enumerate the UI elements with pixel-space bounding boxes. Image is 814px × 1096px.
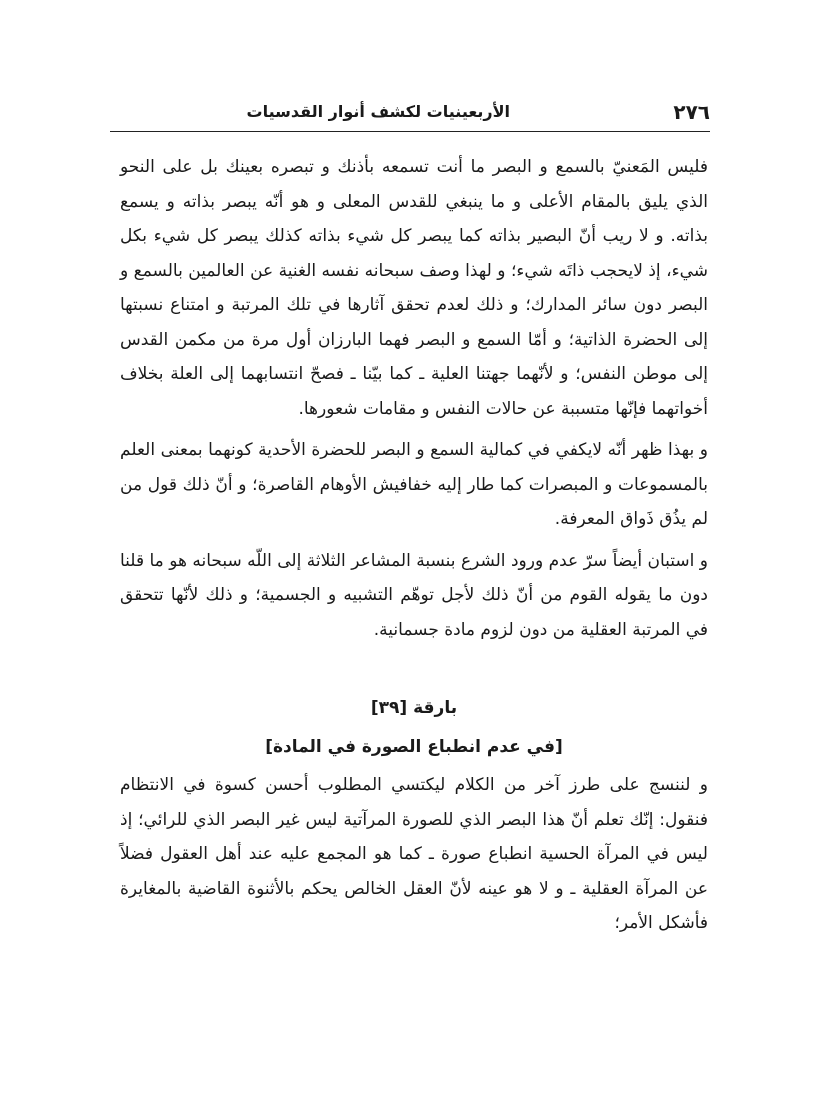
paragraph: فليس المَعنيّ بالسمع و البصر ما أنت تسمعه بأذنك و تبصره بعينك بل على النحو الذي يليق بالمقام الأعلى و ما ينبغي للقدس المعلى و هو أنّه يبصر بذاته و يسمع بذاته. و لا ريب أنّ البصير بذاته كما يبصر كل شيء بذاته كذلك يبصر كل شيء بكل شيء، إذ لايحجب ذاتَه شيء؛ و لهذا وصف سبحانه نفسه الغنية عن العالمين بالسمع و البصر دون سائر المدارك؛ و ذلك لعدم تحقق آثارها في تلك المرتبة و امتناع نسبتها إلى الحضرة الذاتية؛ و أمّا السمع و البصر فهما البارزان أول مرة من مكمن القدس إلى موطن النفس؛ و لأنّهما جهتنا العلية ـ كما بيّنا ـ فصحّ انتسابهما إلى العلة بخلاف أخواتهما فإنّها متسببة عن حالات النفس و مقامات شعورها.	[120, 157, 708, 419]
page-number: ٢٧٦	[673, 100, 710, 124]
header-rule	[110, 131, 710, 132]
paragraph: و بهذا ظهر أنّه لايكفي في كمالية السمع و البصر للحضرة الأحدية كونهما بمعنى العلم بالمسموعات و المبصرات كما طار إليه خفافيش الأوهام القاصرة؛ و أنّ ذلك قول من لم يذُق ذَواق المعرفة.	[120, 440, 708, 529]
section-title: [في عدم انطباع الصورة في المادة]	[265, 736, 563, 757]
page-header	[110, 100, 710, 132]
body-text	[120, 150, 708, 941]
paragraph: و استبان أيضاً سرّ عدم ورود الشرع بنسبة المشاعر الثلاثة إلى اللّه سبحانه هو ما قلنا دون ما يقوله القوم من أنّ ذلك لأجل توهّم التشبيه و الجسمية؛ و ذلك لأنّها تتحقق في المرتبة العقلية من دون لزوم مادة جسمانية.	[120, 550, 708, 640]
section-number: بارقة [٣٩]	[370, 698, 458, 718]
paragraph: و لننسج على طرز آخر من الكلام ليكتسي المطلوب أحسن كسوة في الانتظام فنقول: إنّك تعلم أنّ هذا البصر الذي للصورة المرآتية ليس غير البصر الذي للرائي؛ إذ ليس في المرآة الحسية انطباع صورة ـ كما هو المجمع عليه عند أهل العقول فضلاً عن المرآة العقلية ـ و لا هو عينه لأنّ العقل الخالص يحكم بالأثنوة القاضية بالمغايرة فأشكل الأمر؛	[120, 775, 708, 933]
running-title: الأربعينيات لكشف أنوار القدسيات	[246, 102, 510, 121]
